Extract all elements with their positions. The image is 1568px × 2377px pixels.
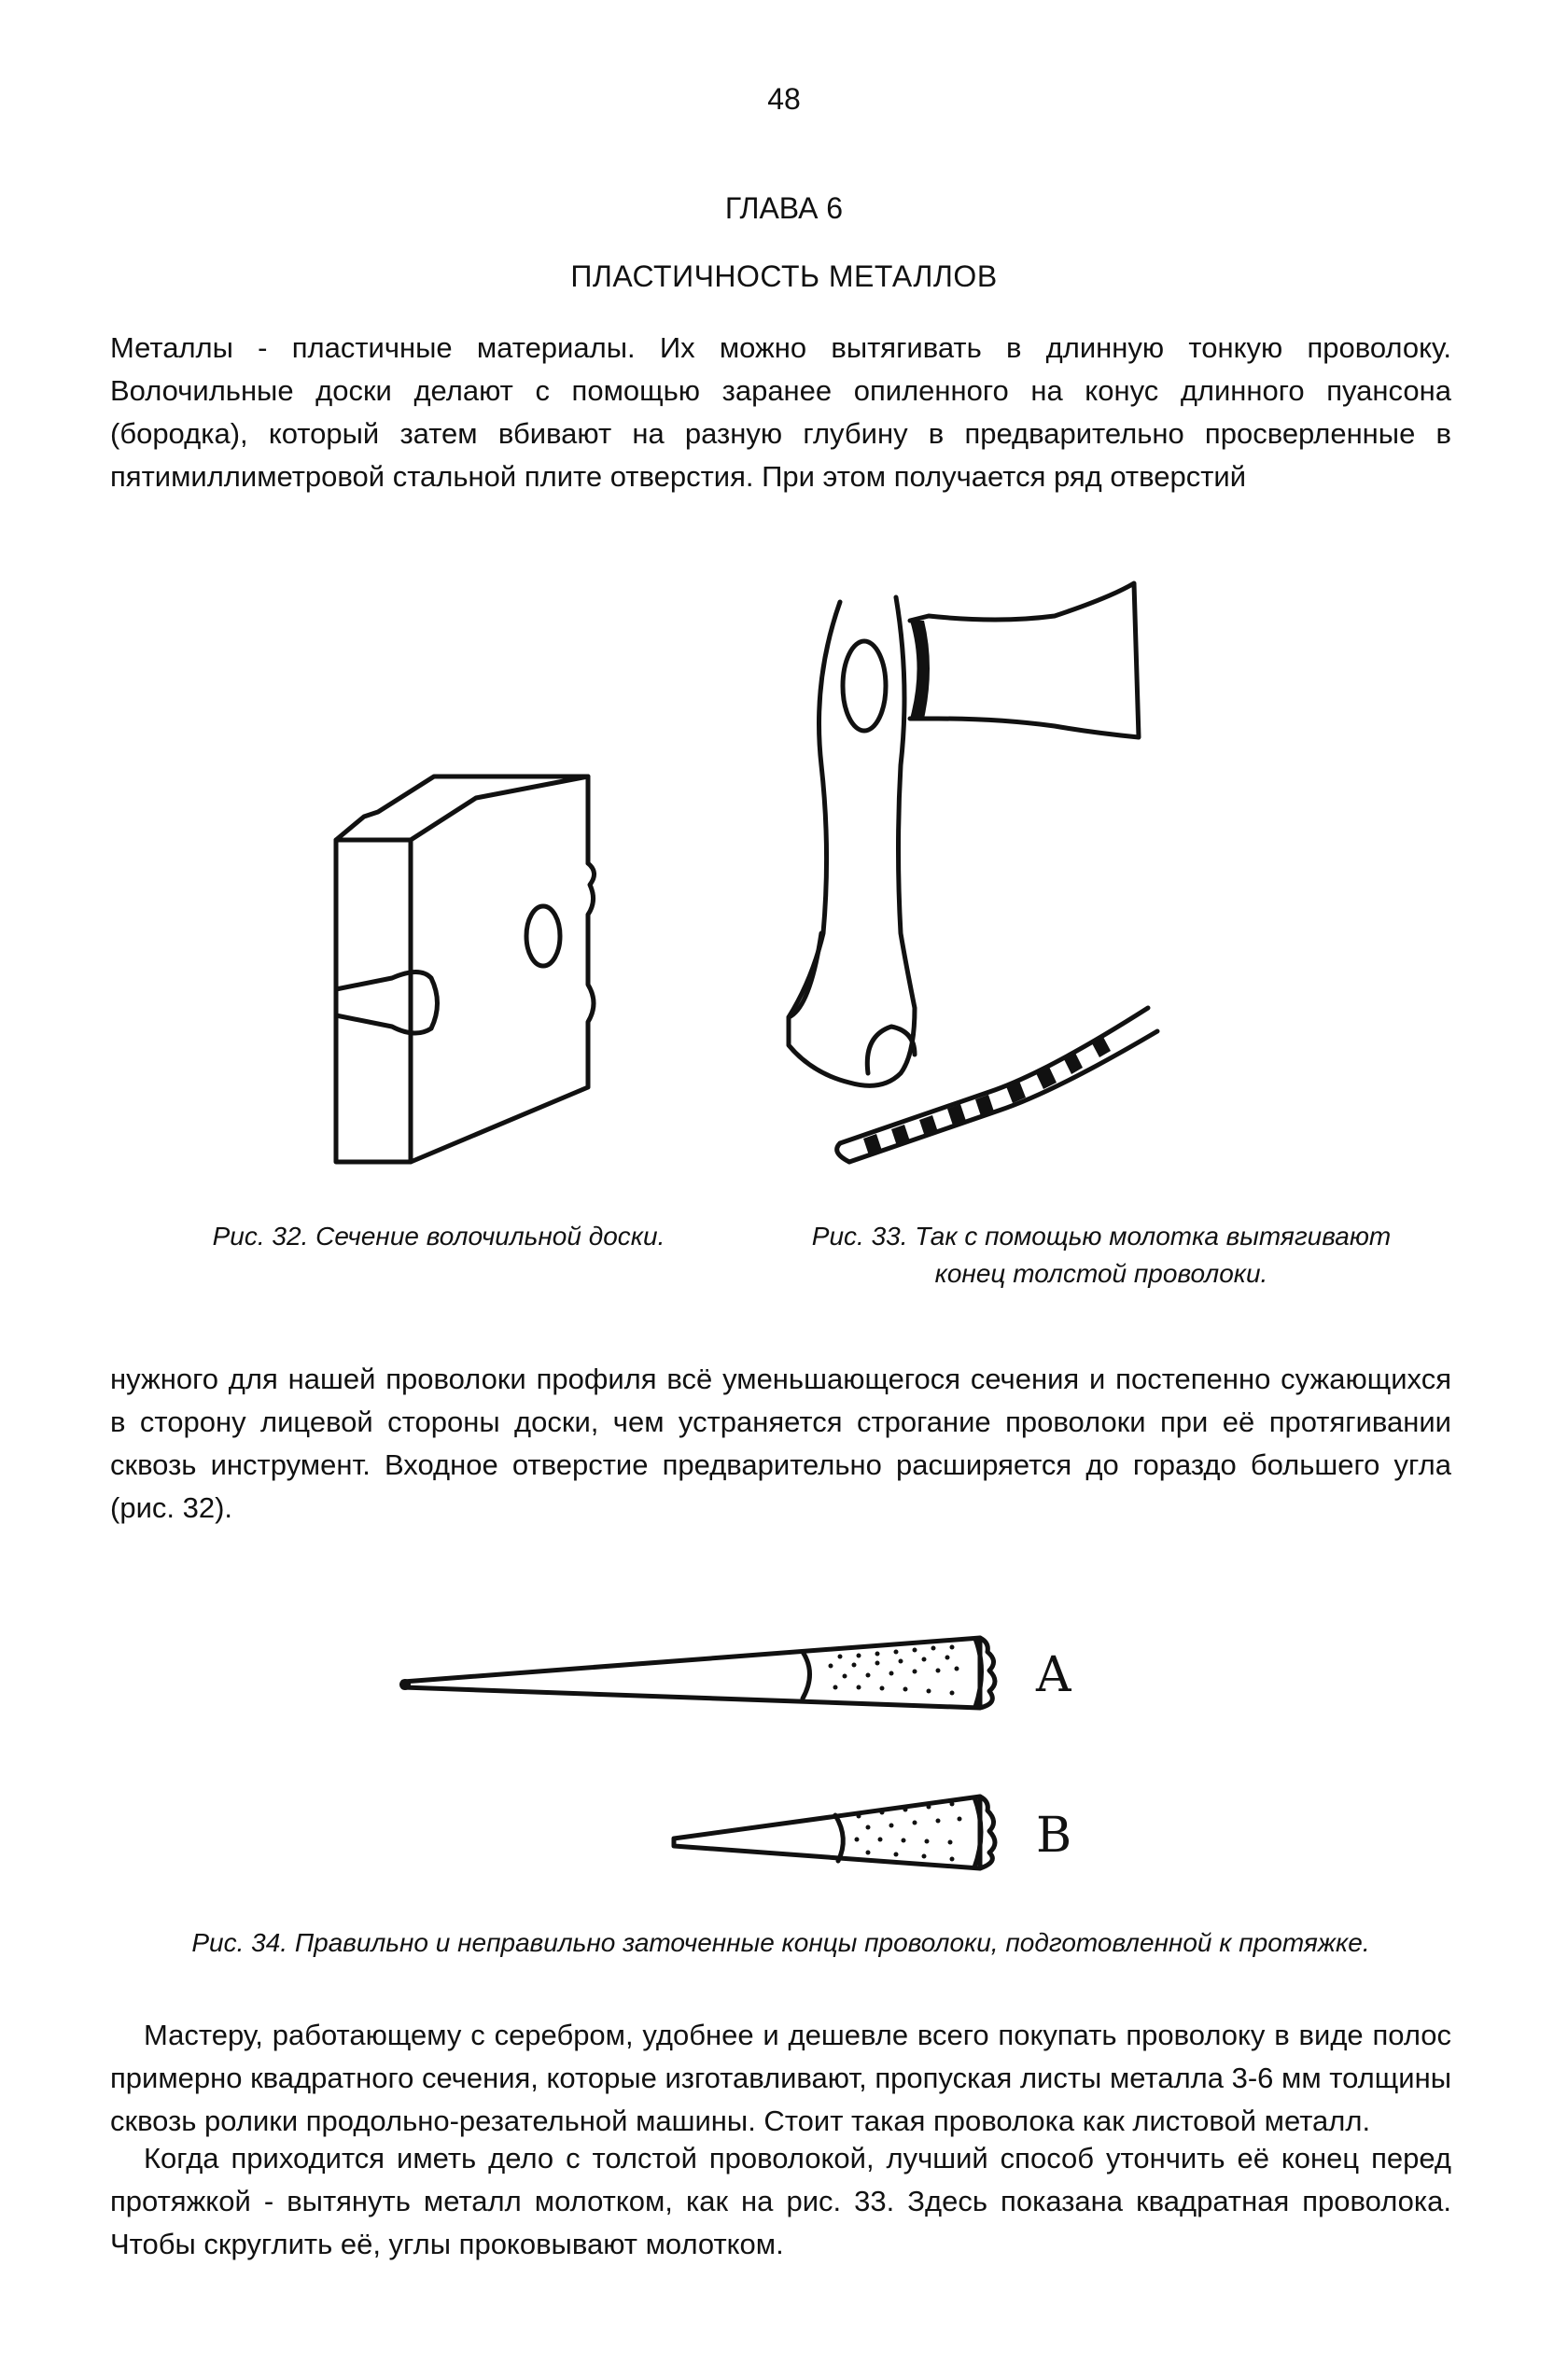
figure-32-drawing-plate xyxy=(327,765,625,1176)
drill-hole xyxy=(526,906,560,966)
wire-end-a xyxy=(399,1638,1072,1708)
hammer-handle xyxy=(910,583,1139,737)
figure-33-caption-line1: Рис. 33. Так с помощью молотка вытягивают xyxy=(811,1222,1392,1251)
figure-33-hammer xyxy=(775,569,1185,1167)
paragraph-drawing-plate: нужного для нашей проволоки профиля всё уменьшающегося сечения и постепенно сужающихся в сторону лицевой стороны доски, чем устраняется строгание проволоки при её протягивании сквозь инструмент. Входное отверстие предварительно расширяется до гораздо большего угла (рис. 32). xyxy=(110,1363,1451,1524)
wire-tip xyxy=(837,1143,849,1162)
chapter-heading: ГЛАВА 6 xyxy=(724,191,844,225)
wire-end-b xyxy=(674,1797,1071,1868)
paragraph-thick-wire: Когда приходится иметь дело с толстой проволокой, лучший способ утончить её конец перед протяжкой - вытянуть металл молотком, как на рис. 33. Здесь показана квадратная проволока. Чтобы скруглить её, углы проковывают молотком. xyxy=(110,2142,1451,2260)
paragraph-silver-wire: Мастеру, работающему с серебром, удобнее и дешевле всего покупать проволоку в виде полос примерно квадратного сечения, которые изготавливают, пропуская листы металла 3-6 мм толщины сквозь ролики продольно-резательной машины. Стоит такая проволока как листовой металл. xyxy=(110,2019,1451,2137)
label-b: B xyxy=(1036,1808,1072,1864)
label-a: A xyxy=(1036,1647,1071,1703)
hammer-face xyxy=(867,1027,915,1073)
plate-top-face xyxy=(336,776,588,863)
handle-wedge-shading xyxy=(910,621,930,719)
figure-34-caption: Рис. 34. Правильно и неправильно заточенные концы проволоки, подготовленной к протяжке. xyxy=(191,1928,1370,1957)
figure-34-wire-ends xyxy=(392,1615,1213,1885)
wire-hammer-marks xyxy=(863,1037,1111,1155)
page-number: 48 xyxy=(767,82,801,116)
hole-cross-section xyxy=(336,972,438,1034)
wire-lower-edge xyxy=(849,1031,1157,1162)
chapter-title: ПЛАСТИЧНОСТЬ МЕТАЛЛОВ xyxy=(570,259,998,293)
plate-front-face xyxy=(336,840,411,1162)
figure-33-caption xyxy=(775,1218,1428,1293)
plate-top-edge xyxy=(411,776,588,840)
hammer-eye xyxy=(843,641,886,731)
figure-32-caption: Рис. 32. Сечение волочильной доски. xyxy=(212,1222,665,1251)
figure-33-caption-line2: конец толстой проволоки. xyxy=(934,1259,1268,1288)
hammer-head-body xyxy=(789,597,915,1085)
paragraph-intro: Металлы - пластичные материалы. Их можно вытягивать в длинную тонкую проволоку. Волочильные доски делают с помощью заранее опиленного на конус длинного пуансона (бородка), который затем вбивают на разную глубину в предварительно просверленные в пятимиллиметровой стальной плите отверстия. При этом получается ряд отверстий xyxy=(110,331,1451,493)
